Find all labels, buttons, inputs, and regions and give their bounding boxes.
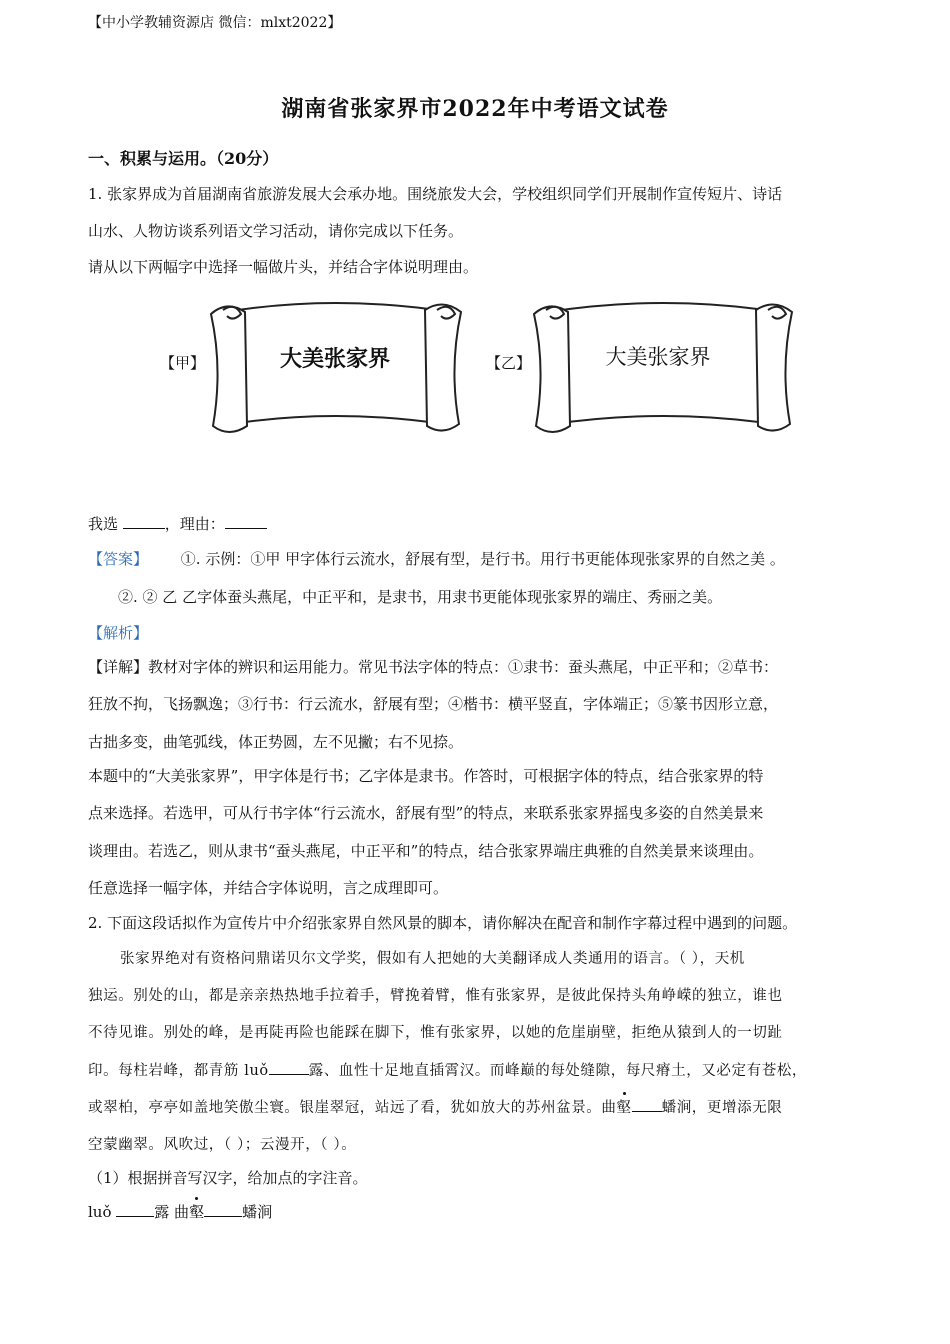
passage-line-4 xyxy=(88,1059,807,1080)
choose-mid: ，理由： xyxy=(164,515,225,533)
label-jia: 【甲】 xyxy=(160,354,206,372)
header-note: 【中小学教辅资源店 微信：mlxt2022】 xyxy=(88,15,342,31)
label-yi: 【乙】 xyxy=(486,354,532,372)
detail-line-3: 古拙多变，曲笔弧线，体正势圆，左不见撇；右不见捺。 xyxy=(88,733,464,751)
passage-line-5a: 或翠柏，亭亭如盖地笑傲尘寰。银崖翠冠，站远了看，犹如放大的苏州盆景。曲 xyxy=(88,1100,617,1116)
choose-line xyxy=(88,513,267,534)
choice-blank[interactable] xyxy=(123,514,165,529)
passage-line-4a: 印。每柱岩峰，都青筋 luǒ xyxy=(88,1063,269,1079)
detail-line-1: 【详解】教材对字体的辨识和运用能力。常见书法字体的特点：①隶书：蚕头燕尾，中正平和；②草书： xyxy=(88,658,779,676)
q1-line2: 山水、人物访谈系列语文学习活动，请你完成以下任务。 xyxy=(88,222,464,240)
scroll-text-jia: 大美张家界 xyxy=(279,346,391,372)
scroll-text-yi: 大美张家界 xyxy=(605,345,711,369)
detail-line-6: 谈理由。若选乙，则从隶书“蚕头燕尾，中正平和”的特点，结合张家界端庄典雅的自然美景来谈理由。 xyxy=(88,842,764,860)
detail-line-2: 狂放不拘，飞扬飘逸；③行书：行云流水，舒展有型；④楷书：横平竖直，字体端正；⑤篆书因形立意， xyxy=(88,695,779,713)
sub-question-1: （1）根据拼音写汉字，给加点的字注音。 xyxy=(88,1169,368,1187)
passage-line-3: 不待见谁。别处的峰，是再陡再险也能踩在脚下，惟有张家界，以她的危崖崩壁，拒绝从猿到人的一切趾 xyxy=(88,1025,783,1041)
answer-line1: ①. 示例：①甲 甲字体行云流水，舒展有型，是行书。用行书更能体现张家界的自然之美 。 xyxy=(180,550,785,568)
scroll-image-yi xyxy=(528,296,798,438)
reason-blank[interactable] xyxy=(225,514,267,529)
passage-line-1: 张家界绝对有资格问鼎诺贝尔文学奖，假如有人把她的大美翻译成人类通用的语言。（ ），天机 xyxy=(120,951,745,967)
section-heading: 一、积累与运用。（20分） xyxy=(88,149,279,168)
q2-intro: 2. 下面这段话拟作为宣传片中介绍张家界自然风景的脚本，请你解决在配音和制作字幕过程中遇到的问题。 xyxy=(88,914,798,932)
passage-line-5b: 蟠涧，更增添无限 xyxy=(661,1100,783,1116)
dotted-char-he: 壑 xyxy=(617,1096,632,1117)
detail-line-7: 任意选择一幅字体，并结合字体说明，言之成理即可。 xyxy=(88,879,449,897)
q1-line1: 1. 张家界成为首届湖南省旅游发展大会承办地。围绕旅发大会，学校组织同学们开展制作宣传短片、诗话 xyxy=(88,185,783,203)
luo-blank[interactable] xyxy=(269,1060,309,1075)
detail-line-4: 本题中的“大美张家界”，甲字体是行书；乙字体是隶书。作答时，可根据字体的特点，结合张家界的特 xyxy=(88,767,764,785)
q1-line3: 请从以下两幅字中选择一幅做片头，并结合字体说明理由。 xyxy=(88,258,479,276)
answer-row xyxy=(88,548,785,569)
sub1-luo: luǒ xyxy=(88,1203,112,1221)
choose-prefix: 我选 xyxy=(88,515,119,533)
sub1-dotted-he: 壑 xyxy=(189,1203,205,1221)
passage-line-4b: 露、血性十足地直插霄汉。而峰巅的每处缝隙，每尺瘠土，又必定有苍松， xyxy=(308,1063,808,1079)
page-title: 湖南省张家界市2022年中考语文试卷 xyxy=(281,96,669,122)
passage-line-5 xyxy=(88,1096,782,1117)
sub1-answer-line xyxy=(88,1201,272,1222)
sub1-end: 蟠涧 xyxy=(242,1203,273,1221)
he-blank[interactable] xyxy=(632,1097,662,1112)
passage-line-2: 独运。别处的山，都是亲亲热热地手拉着手，臂挽着臂，惟有张家界，是彼此保持头角峥嵘的独立，谁也 xyxy=(88,988,783,1004)
analysis-label: 【解析】 xyxy=(88,624,149,642)
sub1-mid: 露 曲 xyxy=(154,1203,190,1221)
answer-line2: ②. ② 乙 乙字体蚕头燕尾，中正平和，是隶书，用隶书更能体现张家界的端庄、秀丽之美。 xyxy=(118,588,723,606)
sub1-he-blank[interactable] xyxy=(204,1202,242,1217)
detail-line-5: 点来选择。若选甲，可从行书字体“行云流水，舒展有型”的特点，来联系张家界摇曳多姿的自然美景来 xyxy=(88,804,764,822)
answer-label: 【答案】 xyxy=(88,550,149,568)
passage-line-6: 空蒙幽翠。风吹过，（ ）；云漫开，（ ）。 xyxy=(88,1137,357,1153)
sub1-luo-blank[interactable] xyxy=(116,1202,154,1217)
scroll-image-jia xyxy=(205,296,467,438)
